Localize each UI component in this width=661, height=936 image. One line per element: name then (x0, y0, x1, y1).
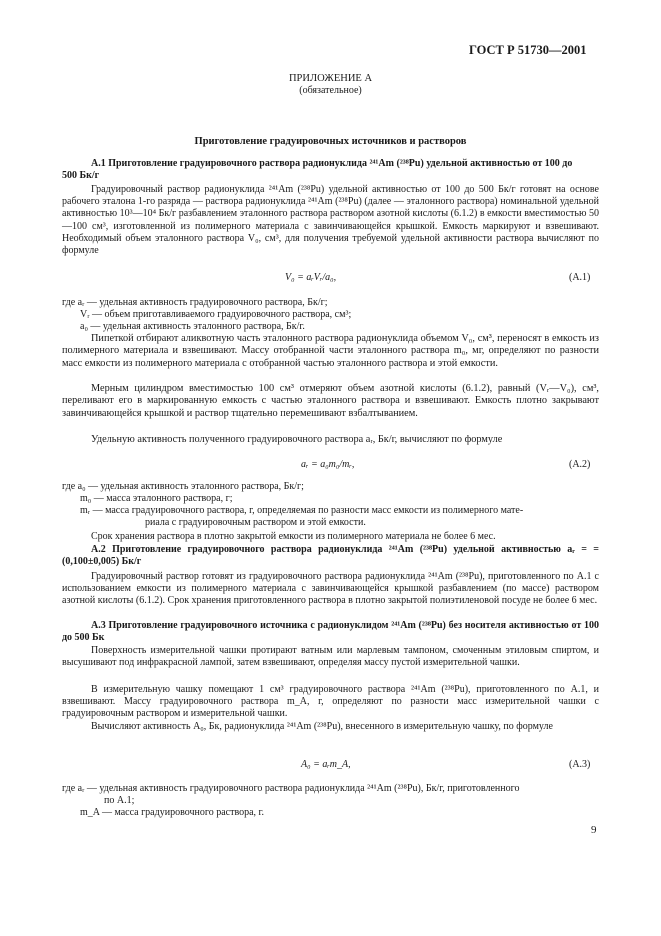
equation-a2: aᵣ = a₀m₀/mᵣ, (301, 459, 355, 470)
section-a3-paragraph-2: В измерительную чашку помещают 1 см³ градуировочного раствора ²⁴¹Am (²³⁸Pu), приготовленного по А.1, и взвешивают. Массу градуировочного раствора m_A, г, определяют по разности масс измерительной чашки с градуировочным раствором и измерительной чашки. (62, 684, 599, 720)
where-item: где aᵣ — удельная активность градуировочного раствора радионуклида ²⁴¹Am (²³⁸Pu), Бк/г, приготовленного (62, 783, 520, 794)
where-item: mᵣ — масса градуировочного раствора, г, определяемая по разности масс емкости из полимерного мате- (80, 505, 524, 516)
page-number: 9 (591, 824, 597, 836)
section-a1-paragraph-1: Градуировочный раствор радионуклида ²⁴¹Am (²³⁸Pu) удельной активностью от 100 до 500 Бк/г готовят на основе рабочего эталона 1-го разряда — раствора радионуклида ²⁴¹Am (²³⁸Pu) (далее — эталонного раствора) номинальной удельной активностью 10³—10⁴ Бк/г разбавлением эталонного раствора раствором азотной кислоты (6.1.2) в емкости вместимостью 50—100 см³, изготовленной из полимерного материала с завинчивающейся крышкой. Емкость маркируют и взвешивают. Необходимый объем эталонного раствора V₀, см³, для получения требуемой удельной активности раствора вычисляют по формуле (62, 184, 599, 257)
where-item: риала с градуировочным раствором и этой емкости. (145, 517, 366, 528)
equation-a2-number: (А.2) (569, 459, 591, 470)
section-a3-paragraph-1: Поверхность измерительной чашки протирают ватным или марлевым тампоном, смоченным этиловым спиртом, и высушивают под инфракрасной лампой, затем взвешивают, определяя массу пустой измерительной чашки. (62, 645, 599, 669)
section-a1-heading: А.1 Приготовление градуировочного раствора радионуклида ²⁴¹Am (²³⁸Pu) удельной активностью от 100 до 500 Бк/г (62, 158, 573, 182)
section-a2-paragraph-1: Градуировочный раствор готовят из градуировочного раствора радионуклида ²⁴¹Am (²³⁸Pu), приготовленного по А.1 с использованием емкости из полимерного материала с завинчивающейся крышкой разбавлением (по массе) раствором азотной кислоты (6.1.2). Срок хранения приготовленного раствора в плотно закрытой полиэтиленовой посуде не более 6 мес. (62, 571, 599, 607)
where-list-3 (62, 783, 599, 819)
section-a2-heading: А.2 Приготовление градуировочного раствора радионуклида ²⁴¹Am (²³⁸Pu) удельной активностью aᵣ = = (0,100±0,005) Бк/г (62, 544, 599, 568)
equation-a3: A₀ = aᵣm_A, (301, 759, 351, 770)
equation-a3-number: (А.3) (569, 759, 591, 770)
standard-designation: ГОСТ Р 51730—2001 (469, 43, 587, 57)
equation-a1: V₀ = aᵣVᵣ/a₀, (285, 272, 337, 283)
section-a1-paragraph-3: Мерным цилиндром вместимостью 100 см³ отмеряют объем азотной кислоты (6.1.2), равный (Vᵣ—V₀), см³, переливают его в маркированную емкость с частью эталонного раствора и взвешивают. Емкость плотно закрывают завинчивающейся крышкой и раствор тщательно перемешивают взбалтыванием. (62, 383, 599, 419)
where-item: m₀ — масса эталонного раствора, г; (80, 493, 233, 504)
section-a1-paragraph-5: Срок хранения раствора в плотно закрытой емкости из полимерного материала не более 6 мес. (91, 531, 496, 542)
where-list-1 (62, 297, 599, 333)
section-a3-paragraph-3: Вычисляют активность A₀, Бк, радионуклида ²⁴¹Am (²³⁸Pu), внесенного в измерительную чашку, по формуле (91, 721, 553, 732)
appendix-status: (обязательное) (299, 85, 362, 96)
where-item: где aᵣ — удельная активность градуировочного раствора, Бк/г; (62, 297, 328, 308)
appendix-title: ПРИЛОЖЕНИЕ А (288, 73, 373, 84)
section-a3-heading: А.3 Приготовление градуировочного источника с радионуклидом ²⁴¹Am (²³⁸Pu) без носителя активностью от 100 до 500 Бк (62, 620, 599, 644)
section-a1-paragraph-2: Пипеткой отбирают аликвотную часть эталонного раствора радионуклида объемом V₀, см³, переносят в емкость из полимерного материала и взвешивают. Массу отобранной части эталонного раствора m₀, мг, определяют по разности масс емкости из полимерного материала с отобранной частью эталонного раствора и этой емкости. (62, 333, 599, 369)
where-item: по А.1; (104, 795, 135, 806)
where-list-2 (62, 481, 599, 529)
where-item: a₀ — удельная активность эталонного раствора, Бк/г. (80, 321, 305, 332)
where-item: Vᵣ — объем приготавливаемого градуировочного раствора, см³; (80, 309, 352, 320)
where-item: где a₀ — удельная активность эталонного раствора, Бк/г; (62, 481, 304, 492)
section-a1-paragraph-4: Удельную активность полученного градуировочного раствора aᵣ, Бк/г, вычисляют по формуле (91, 434, 503, 445)
where-item: m_A — масса градуировочного раствора, г. (80, 807, 265, 818)
main-title: Приготовление градуировочных источников и растворов (194, 136, 467, 147)
equation-a1-number: (А.1) (569, 272, 591, 283)
